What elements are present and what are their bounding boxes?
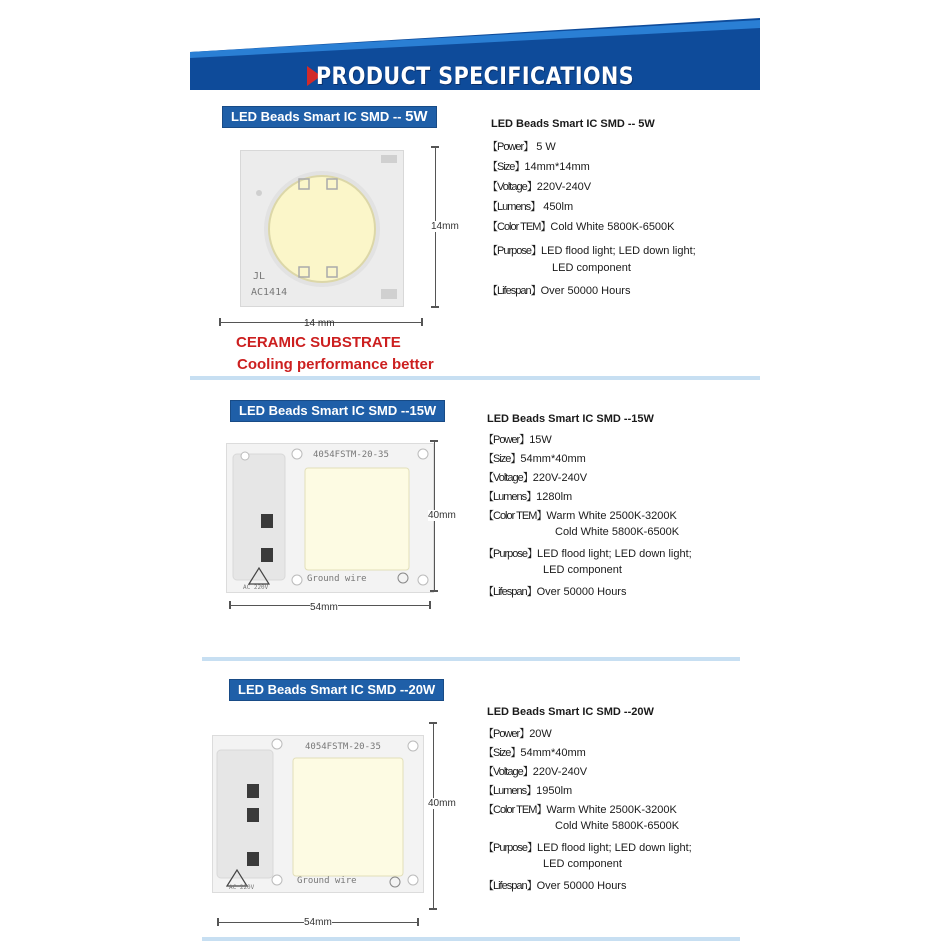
spec-voltage: 【Voltage】220V-240V (487, 181, 592, 193)
spec-purpose-cont: LED component (543, 564, 622, 576)
spec-lumens: 【Lumens】 450lm (487, 201, 574, 213)
chip-15w-ground-text: Ground wire (307, 574, 367, 584)
spec-purpose: 【Purpose】LED flood light; LED down light; (487, 245, 696, 257)
dim-cap (429, 601, 431, 609)
dim-15w-horizontal: 54mm (310, 602, 338, 613)
banner-title: PRODUCT SPECIFICATIONS (315, 62, 634, 90)
dim-5w-vertical: 14mm (431, 221, 459, 232)
dim-cap (431, 306, 439, 308)
spec-power: 【Power】15W (483, 434, 552, 446)
chip-15w-drawing (227, 444, 433, 592)
cooling-note: Cooling performance better (237, 356, 434, 373)
chip-20w-ac-text: AC 220V (229, 884, 255, 891)
spec-purpose: 【Purpose】LED flood light; LED down light; (483, 548, 692, 560)
dim-15w-vertical: 40mm (428, 510, 456, 521)
chip-20w-ground-text: Ground wire (297, 876, 357, 886)
chip-20w-model-text: 4054FSTM-20-35 (305, 742, 381, 752)
dim-vertical-line (433, 723, 434, 909)
chip-15w-model-text: 4054FSTM-20-35 (313, 450, 389, 460)
dim-cap (421, 318, 423, 326)
chip-5w-label-jl: JL (253, 271, 266, 282)
spec-color: 【Color TEM】Warm White 2500K-3200K (483, 804, 677, 816)
spec-lifespan: 【Lifespan】Over 50000 Hours (487, 285, 631, 297)
dim-20w-horizontal: 54mm (304, 917, 332, 928)
section-separator (190, 376, 760, 380)
ceramic-substrate-note: CERAMIC SUBSTRATE (236, 334, 401, 351)
section-5w-tag-power: 5W (405, 108, 428, 125)
section-5w-tag-text: LED Beads Smart IC SMD -- (231, 109, 406, 124)
section-separator (202, 937, 740, 941)
spec-title: LED Beads Smart IC SMD -- 5W (491, 118, 655, 130)
spec-title: LED Beads Smart IC SMD --20W (487, 706, 654, 718)
chip-5w-drawing (241, 151, 403, 306)
chip-15w-image (226, 443, 434, 593)
spec-size: 【Size】14mm*14mm (487, 161, 590, 173)
chip-20w-image (212, 735, 424, 893)
spec-list-20w (483, 706, 747, 896)
dim-20w-vertical: 40mm (428, 798, 456, 809)
spec-size: 【Size】54mm*40mm (483, 453, 586, 465)
spec-voltage: 【Voltage】220V-240V (483, 766, 588, 778)
spec-size: 【Size】54mm*40mm (483, 747, 586, 759)
spec-power: 【Power】20W (483, 728, 552, 740)
spec-color: 【Color TEM】Cold White 5800K-6500K (487, 221, 675, 233)
section-5w-tag (222, 106, 437, 128)
spec-lumens: 【Lumens】1280lm (483, 491, 573, 503)
spec-color: 【Color TEM】Warm White 2500K-3200K (483, 510, 677, 522)
spec-lumens: 【Lumens】1950lm (483, 785, 573, 797)
spec-list-15w (483, 413, 747, 603)
spec-color-cont: Cold White 5800K-6500K (555, 526, 680, 538)
spec-power: 【Power】 5 W (487, 141, 556, 153)
spec-title: LED Beads Smart IC SMD --15W (487, 413, 654, 425)
spec-purpose-cont: LED component (543, 858, 622, 870)
section-15w-tag: LED Beads Smart IC SMD --15W (230, 400, 445, 422)
dim-cap (430, 590, 438, 592)
dim-cap (429, 908, 437, 910)
spec-color-cont: Cold White 5800K-6500K (555, 820, 680, 832)
spec-lifespan: 【Lifespan】Over 50000 Hours (483, 586, 627, 598)
spec-purpose: 【Purpose】LED flood light; LED down light; (483, 842, 692, 854)
spec-list-5w (487, 118, 751, 308)
spec-voltage: 【Voltage】220V-240V (483, 472, 588, 484)
dim-cap (417, 918, 419, 926)
chip-5w-image (240, 150, 404, 307)
specs-banner (190, 18, 760, 90)
section-separator (202, 657, 740, 661)
spec-purpose-cont: LED component (552, 262, 631, 274)
chip-5w-label-model: AC1414 (251, 287, 288, 298)
chip-20w-drawing (213, 736, 423, 892)
spec-lifespan: 【Lifespan】Over 50000 Hours (483, 880, 627, 892)
dim-5w-horizontal: 14 mm (304, 318, 335, 329)
section-20w-tag: LED Beads Smart IC SMD --20W (229, 679, 444, 701)
chip-15w-ac-text: AC 220V (243, 584, 269, 591)
